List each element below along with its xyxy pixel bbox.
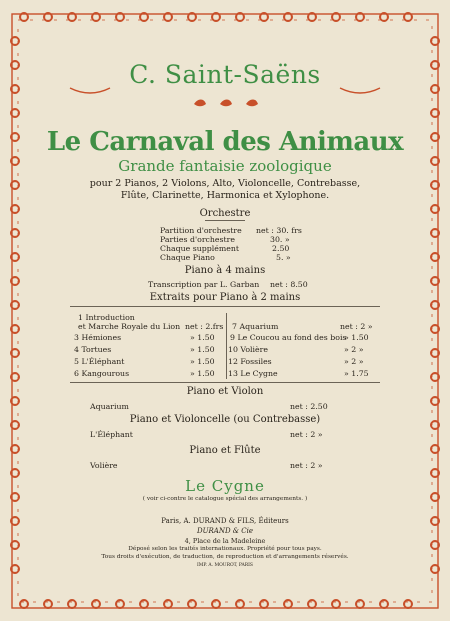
piano-violoncelle-price: net : 2 » [290,430,323,439]
extrait-label: 10 Volière [228,345,268,354]
piano-flute-label: Volière [90,461,118,470]
instrumentation-line-2: Flûte, Clarinette, Harmonica et Xylophone. [120,190,330,201]
extraits-heading: Extraits pour Piano à 2 mains [149,292,301,303]
orchestre-item-label: Partition d'orchestre [160,226,242,235]
orchestre-item-label: Parties d'orchestre [160,235,236,244]
divider [205,220,245,221]
instrumentation-line-1: pour 2 Pianos, 2 Violons, Alto, Violoncelle, Contrebasse, [89,178,361,189]
piano-flute-heading: Piano et Flûte [189,445,261,456]
cygne-heading: Le Cygne [185,477,265,495]
column-divider [226,313,227,379]
orchestre-item-price: net : 30. frs [256,226,302,235]
orchestre-item-price: 30. » [270,235,290,244]
piano-violoncelle-heading: Piano et Violoncelle (ou Contrebasse) [129,414,321,425]
orchestre-item-price: 2.50 [272,244,290,253]
piano4-price: net : 8.50 [270,280,308,289]
orchestre-item-label: Chaque Piano [160,253,215,262]
extrait-label: 6 Kangourous [74,369,130,378]
extrait-label: 9 Le Coucou au fond des bois [230,333,347,342]
extrait-label: 1 Introduction [78,313,135,322]
piano-violon-price: net : 2.50 [290,402,328,411]
extrait-price: » 1.50 [344,333,369,342]
extrait-label: 12 Fossiles [228,357,272,366]
extrait-price: net : 2 » [340,322,373,331]
publisher-line-3: 4, Place de la Madeleine [184,537,266,545]
extrait-price: » 1.50 [190,333,215,342]
extrait-price: net : 2.frs [185,322,224,331]
piano4-label: Transcription par L. Garban [148,280,260,289]
extrait-label: 3 Hémiones [74,333,122,342]
piano-violon-label: Aquarium [90,402,129,411]
orchestre-item-price: 5. » [276,253,291,262]
piano-violoncelle-label: L'Éléphant [90,430,133,439]
extrait-price: » 1.75 [344,369,369,378]
work-subtitle: Grande fantaisie zoologique [118,157,332,175]
publisher-line-2: DURAND & Cie [197,527,253,535]
piano4-heading: Piano à 4 mains [184,265,266,276]
orchestre-heading: Orchestre [199,208,251,219]
title-ornament [188,98,264,110]
printer-line: IMP. A. MOUROT, PARIS [197,563,253,568]
cygne-note: ( voir ci-contre le catalogue spécial des arrangements. ) [142,496,308,502]
extrait-price: » 1.50 [190,357,215,366]
publisher-line-1: Paris, A. DURAND & FILS, Éditeurs [161,517,289,525]
extrait-label: et Marche Royale du Lion [78,322,181,331]
extrait-label: 4 Tortues [74,345,112,354]
extrait-price: » 1.50 [190,345,215,354]
divider [70,382,380,383]
extrait-label: 7 Aquarium [232,322,279,331]
extrait-label: 5 L'Éléphant [74,357,125,366]
extrait-price: » 2 » [344,345,364,354]
composer-name: C. Saint-Saëns [129,60,321,89]
extrait-price: » 2 » [344,357,364,366]
orchestre-item-label: Chaque supplément [160,244,240,253]
work-title: Le Carnaval des Animaux [46,127,404,157]
extrait-label: 13 Le Cygne [228,369,278,378]
piano-violon-heading: Piano et Violon [186,386,264,397]
piano-flute-price: net : 2 » [290,461,323,470]
divider [70,306,380,307]
publisher-line-4: Déposé selon les traités internationaux. Propriété pour tous pays. [128,546,322,552]
publisher-line-5: Tous droits d'exécution, de traduction, de reproduction et d'arrangements réservés. [101,554,349,560]
extrait-price: » 1.50 [190,369,215,378]
